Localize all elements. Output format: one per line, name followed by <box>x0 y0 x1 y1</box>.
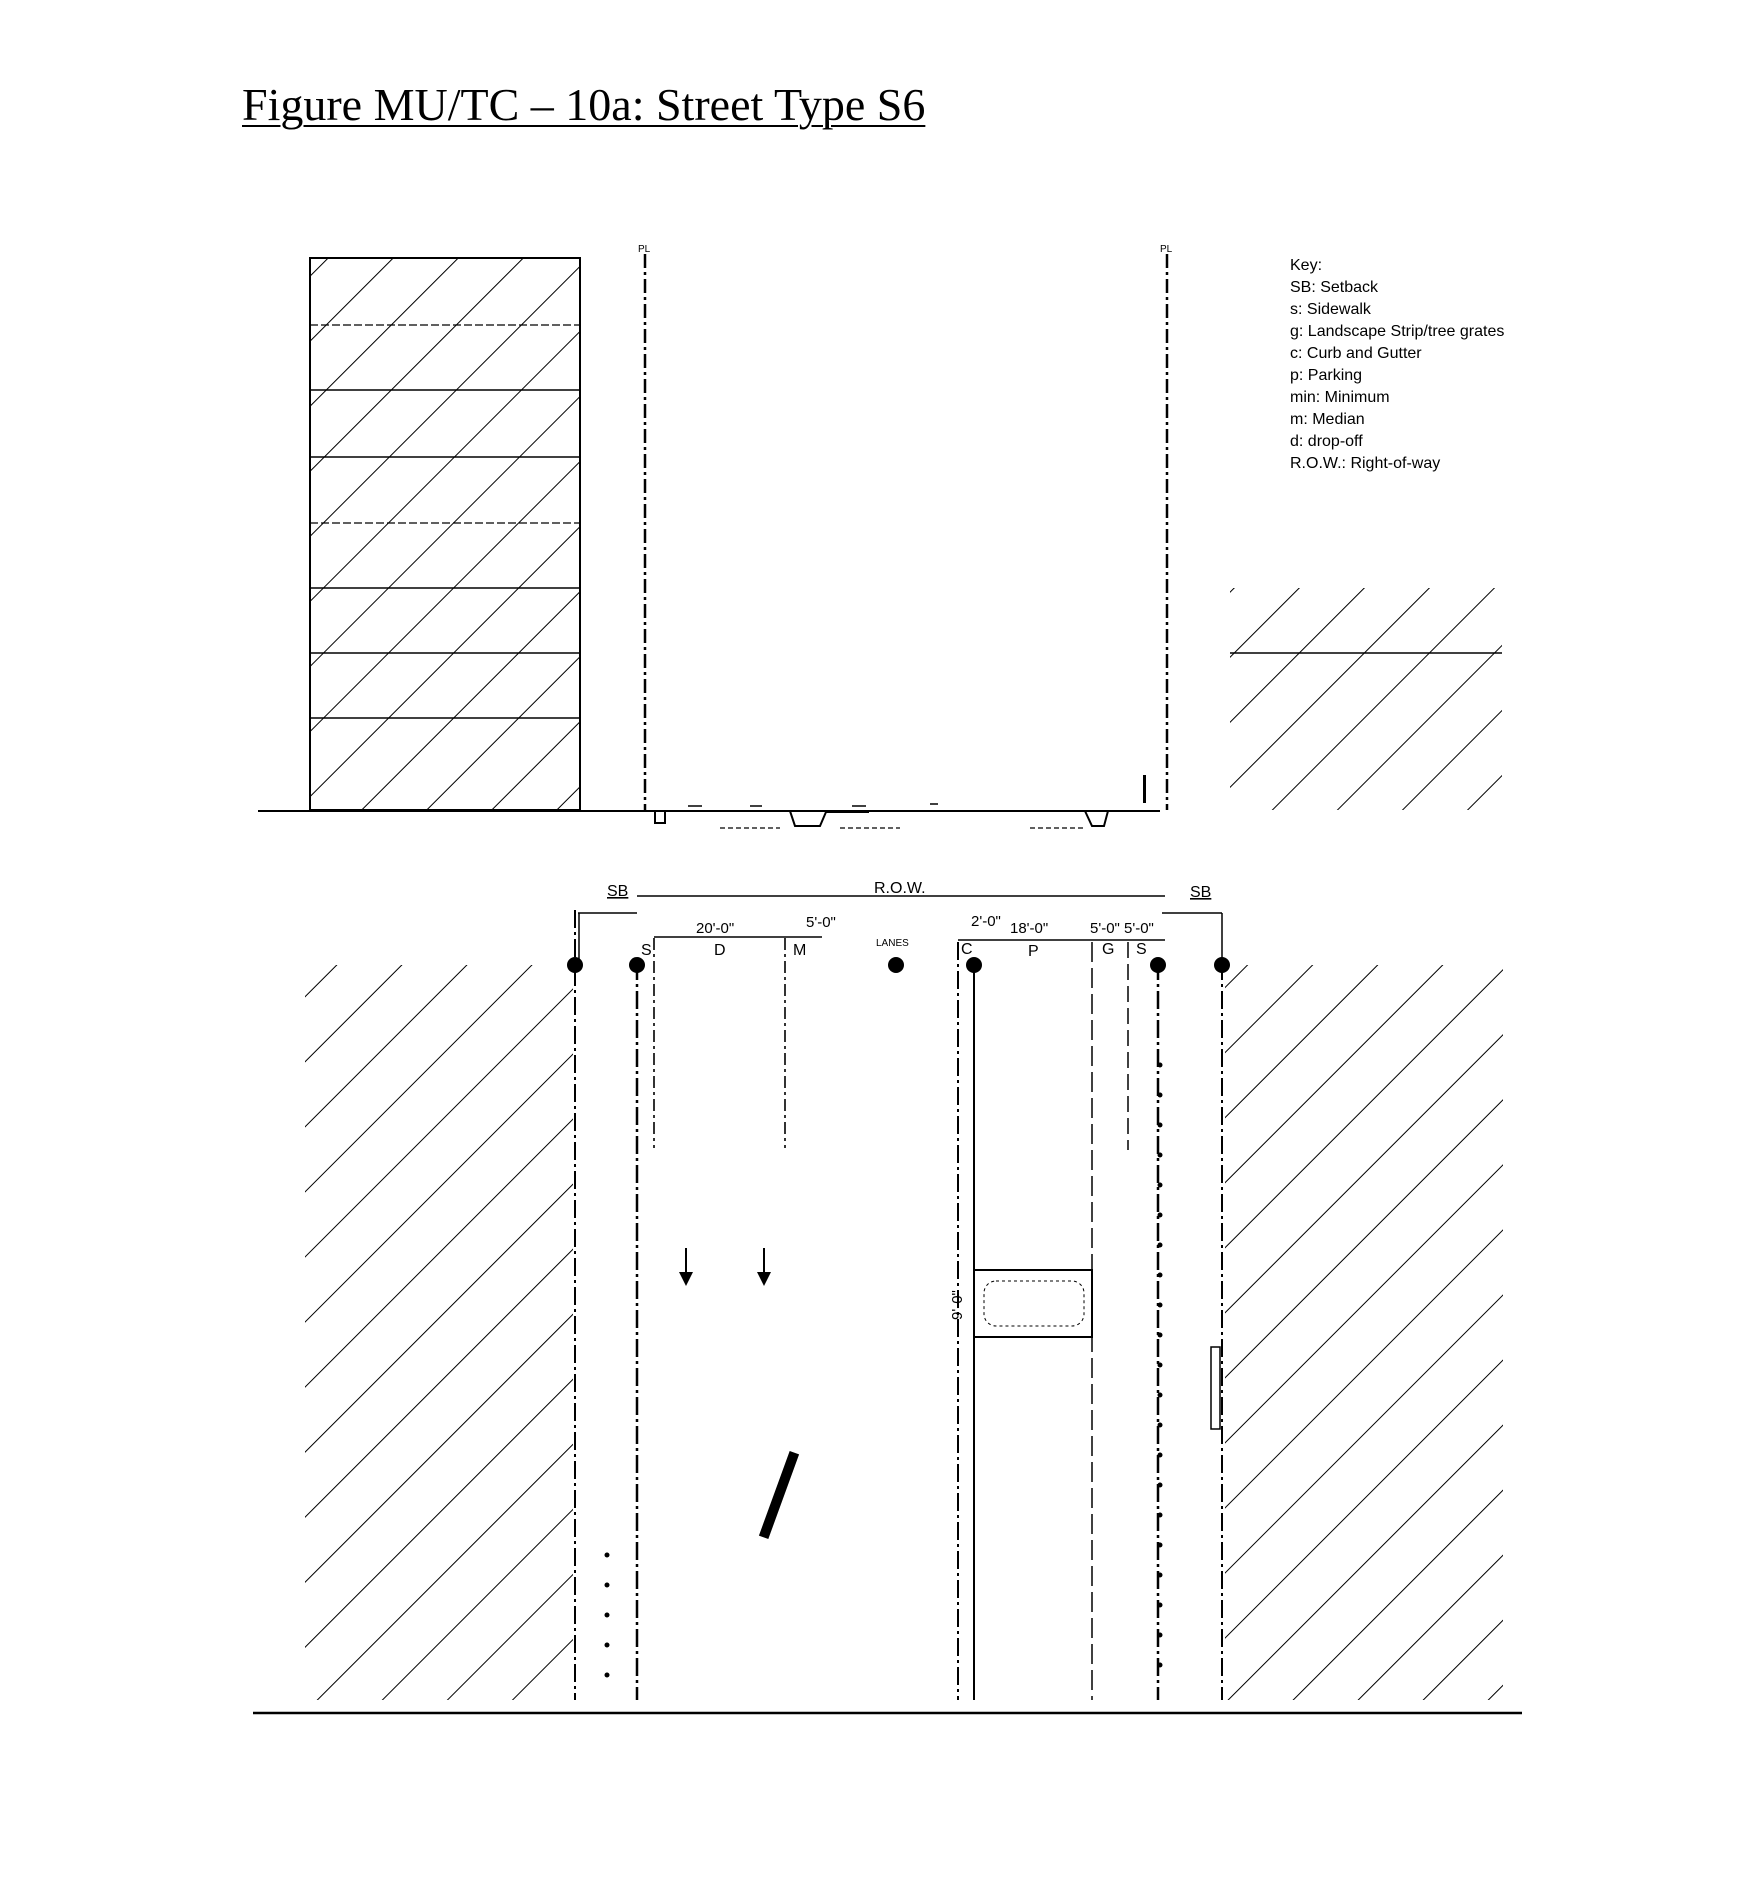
zone-s-left: S <box>641 942 652 959</box>
plan-view <box>253 880 1522 1713</box>
down-arrow-icon <box>757 1248 771 1286</box>
small-figures <box>688 804 938 806</box>
crosswalk-mark <box>759 1451 799 1539</box>
key-item: m: Median <box>1290 411 1365 428</box>
zone-m: M <box>793 942 807 959</box>
row-label: R.O.W. <box>874 880 926 897</box>
down-arrow-icon <box>679 1248 693 1286</box>
key-heading: Key: <box>1290 257 1323 274</box>
zone-g: G <box>1102 941 1115 958</box>
bench <box>1211 1347 1220 1429</box>
key-item: p: Parking <box>1290 367 1363 384</box>
zone-d: D <box>714 942 726 959</box>
key-item: g: Landscape Strip/tree grates <box>1290 323 1505 340</box>
right-pole-mark <box>1143 775 1146 803</box>
parked-car <box>984 1281 1084 1326</box>
property-line-left-label: PL <box>638 244 651 255</box>
dim-drop-off: 20'-0" <box>696 920 735 937</box>
plan-building-left <box>305 965 573 1700</box>
key-item: R.O.W.: Right-of-way <box>1290 455 1441 472</box>
property-line-right-label: PL <box>1160 244 1173 255</box>
figure-title: Figure MU/TC – 10a: Street Type S6 <box>242 79 926 130</box>
plan-building-right <box>1225 965 1503 1700</box>
dim-landscape: 5'-0" <box>1090 920 1120 937</box>
zone-p: P <box>1028 943 1039 960</box>
zone-c: C <box>961 941 973 958</box>
left-building <box>310 258 580 810</box>
zone-lanes: LANES <box>876 938 909 949</box>
dim-curb: 2'-0" <box>971 913 1001 930</box>
dim-median: 5'-0" <box>806 914 836 931</box>
tree-markers <box>605 1063 1163 1678</box>
right-building <box>1230 588 1502 810</box>
reference-dots <box>567 957 1230 973</box>
key-item: SB: Setback <box>1290 279 1379 296</box>
key-legend <box>1290 257 1504 472</box>
dim-stall-length: 9'-0" <box>949 1290 966 1320</box>
setback-left-label: SB <box>607 883 629 900</box>
dim-parking: 18'-0" <box>1010 920 1049 937</box>
key-item: s: Sidewalk <box>1290 301 1371 318</box>
key-item: d: drop-off <box>1290 433 1363 450</box>
zone-s-right: S <box>1136 941 1147 958</box>
key-item: min: Minimum <box>1290 389 1390 406</box>
setback-right-label: SB <box>1190 884 1212 901</box>
key-item: c: Curb and Gutter <box>1290 345 1422 362</box>
street-profile <box>645 811 1130 826</box>
dim-sidewalk: 5'-0" <box>1124 920 1154 937</box>
parking-stall <box>974 1270 1092 1337</box>
